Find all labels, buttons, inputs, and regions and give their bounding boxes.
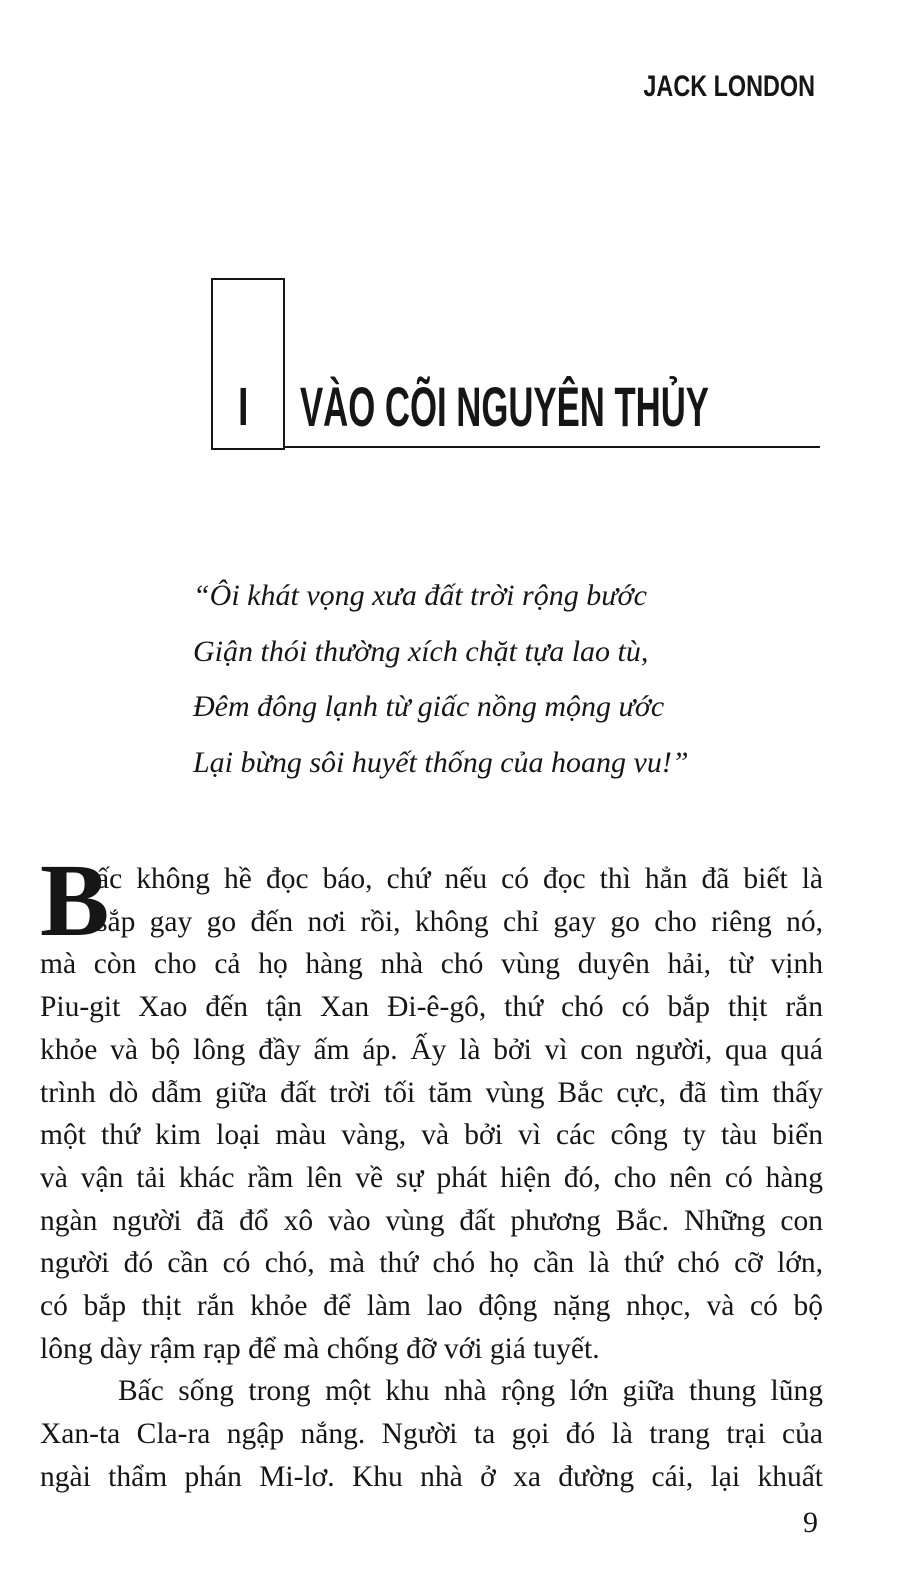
body-line: khỏe và bộ lông đầy ấm áp. Ấy là bởi vì con người, qua quá <box>40 1033 823 1066</box>
epigraph-line: Giận thói thường xích chặt tựa lao tù, <box>193 634 649 668</box>
body-line: Bấc sống trong một khu nhà rộng lớn giữa thung lũng <box>118 1375 823 1408</box>
body-line: và vận tải khác rầm lên về sự phát hiện đó, cho nên có hàng <box>40 1161 823 1194</box>
body-line: Piu-git Xao đến tận Xan Đi-ê-gô, thứ chó có bắp thịt rắn <box>40 991 823 1024</box>
body-line: trình dò dẫm giữa đất trời tối tăm vùng Bắc cực, đã tìm thấy <box>40 1076 823 1109</box>
body-line: ngàn người đã đổ xô vào vùng đất phương Bắc. Những con <box>40 1204 823 1237</box>
body-line: ngài thẩm phán Mi-lơ. Khu nhà ở xa đường cái, lại khuất <box>40 1460 823 1493</box>
page-number: 9 <box>803 1506 818 1539</box>
epigraph <box>193 568 689 790</box>
body-line: một thứ kim loại màu vàng, và bởi vì các công ty tàu biển <box>40 1119 823 1152</box>
chapter-title-rule <box>283 446 820 448</box>
body-text <box>40 843 823 1499</box>
epigraph-line: Đêm đông lạnh từ giấc nồng mộng ước <box>193 690 665 723</box>
body-line: có bắp thịt rắn khỏe để làm lao động nặng nhọc, và có bộ <box>40 1290 823 1323</box>
body-line: người đó cần có chó, mà thứ chó họ cần là thứ chó cỡ lớn, <box>40 1247 823 1280</box>
body-line: ấc không hề đọc báo, chứ nếu có đọc thì hẳn đã biết là <box>96 863 823 895</box>
body-line: Xan-ta Cla-ra ngập nắng. Người ta gọi đó là trang trại của <box>40 1418 823 1451</box>
body-line: sắp gay go đến nơi rồi, không chỉ gay go cho riêng nó, <box>96 905 823 938</box>
epigraph-line: Lại bừng sôi huyết thống của hoang vu!” <box>193 745 689 779</box>
running-header-author: JACK LONDON <box>643 70 815 103</box>
drop-cap: B <box>40 843 110 958</box>
chapter-number: I <box>238 377 249 437</box>
body-line: lông dày rậm rạp để mà chống đỡ với giá tuyết. <box>40 1332 600 1365</box>
epigraph-line: “Ôi khát vọng xưa đất trời rộng bước <box>193 579 647 612</box>
chapter-title: VÀO CÕI NGUYÊN THỦY <box>300 375 709 438</box>
body-line: mà còn cho cả họ hàng nhà chó vùng duyên hải, từ vịnh <box>40 948 823 981</box>
